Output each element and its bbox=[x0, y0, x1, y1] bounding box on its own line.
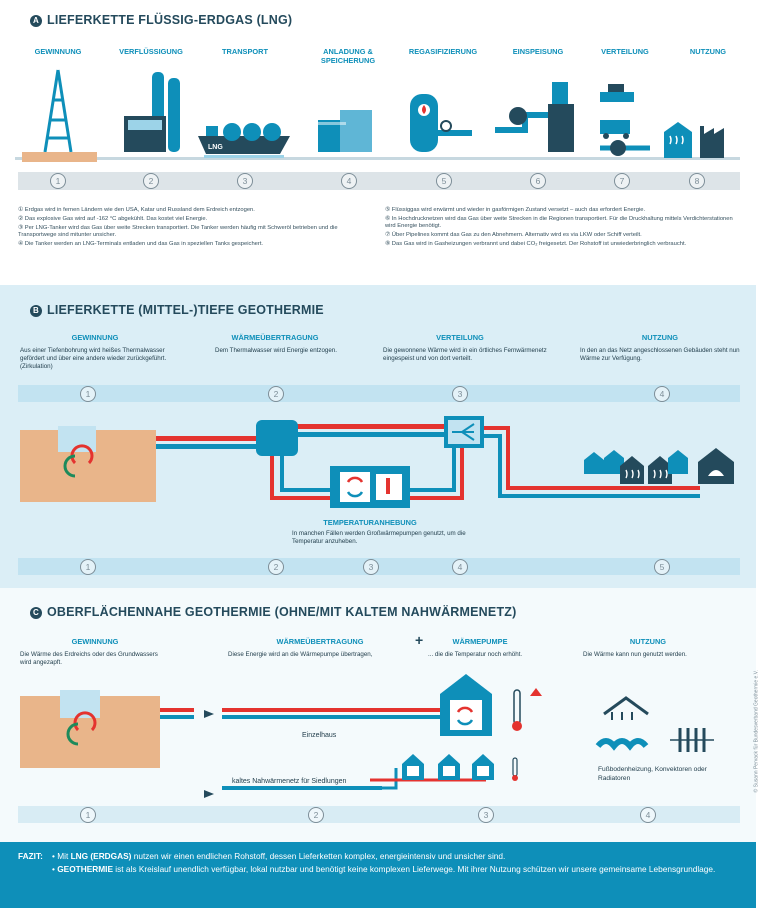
heat-exchanger-icon bbox=[256, 420, 298, 456]
fazit-label: FAZIT: bbox=[18, 851, 43, 861]
shallow-step-4-label: NUTZUNG bbox=[629, 637, 667, 646]
lng-notes-right bbox=[385, 207, 740, 250]
single-house-label: Einzelhaus bbox=[302, 732, 337, 739]
shallow-desc-1: Die Wärme des Erdreichs oder des Grundwassers wird angezapft. bbox=[20, 651, 158, 666]
lng-num-8: 8 bbox=[689, 173, 705, 189]
usage-buildings-icon bbox=[664, 122, 724, 158]
deep-step-1-label: GEWINNUNG bbox=[71, 333, 119, 342]
temp-raise-desc: In manchen Fällen werden Großwärmepumpen genutzt, um die Temperatur anzuheben. bbox=[292, 530, 466, 545]
deep-bottom-num-5: 5 bbox=[654, 559, 670, 575]
fazit-line-1-pre: • Mit bbox=[52, 851, 71, 861]
lng-note-4: ④ Die Tanker werden an LNG-Terminals entladen und das Gas in speziellen Tanks gespeichert. bbox=[18, 240, 264, 247]
deep-top-num-4: 4 bbox=[654, 386, 670, 402]
shallow-num-4: 4 bbox=[640, 807, 656, 823]
shallow-step-3-label: WÄRMEPUMPE bbox=[452, 637, 508, 646]
section-b-title bbox=[30, 303, 324, 317]
floor-heating-icon bbox=[604, 698, 648, 714]
lng-step-7-label: VERTEILUNG bbox=[601, 47, 649, 56]
lng-num-7: 7 bbox=[614, 173, 630, 189]
lng-note-7: ⑦ Über Pipelines kommt das Gas zu den Abnehmern. Alternativ wird es via LKW oder Schiff verteilt. bbox=[385, 232, 642, 239]
deep-top-num-3: 3 bbox=[452, 386, 468, 402]
thermometer-icon bbox=[514, 690, 520, 724]
lng-step-1-label: GEWINNUNG bbox=[34, 47, 82, 56]
shallow-chain-bar bbox=[18, 806, 740, 823]
liquefaction-plant-icon bbox=[124, 72, 180, 152]
deep-top-num-1: 1 bbox=[80, 386, 96, 402]
deep-desc-2: Dem Thermalwasser wird Energie entzogen. bbox=[215, 347, 337, 354]
lng-note-2: ② Das explosive Gas wird auf -162 °C abgekühlt. Das kostet viel Energie. bbox=[18, 215, 208, 222]
shallow-step-2-label: WÄRMEÜBERTRAGUNG bbox=[276, 637, 364, 646]
lng-step-8-label: NUTZUNG bbox=[689, 47, 727, 56]
section-b-badge: B bbox=[30, 305, 42, 317]
section-c-title bbox=[30, 605, 516, 619]
deep-geothermal-illustration bbox=[0, 408, 756, 518]
lng-note-3: ③ Per LNG-Tanker wird das Gas über weite Strecken transportiert. Die Tanker werden häufig mit Schweröl betrieben und die Transportwege sind mitunter unsicher. bbox=[18, 224, 338, 239]
section-c-title-text: OBERFLÄCHENNAHE GEOTHERMIE (OHNE/MIT KALTEM NAHWÄRMENETZ) bbox=[47, 605, 517, 619]
section-c-badge: C bbox=[30, 607, 42, 619]
deep-top-chain-bar bbox=[18, 385, 740, 402]
deep-top-num-2: 2 bbox=[268, 386, 284, 402]
section-b-title-text: LIEFERKETTE (MITTEL-)TIEFE GEOTHERMIE bbox=[47, 303, 324, 317]
lng-step-2-label: VERFLÜSSIGUNG bbox=[119, 47, 183, 56]
flow-arrow-icon bbox=[204, 710, 214, 718]
deep-desc-1: Aus einer Tiefenbohrung wird heißes Thermalwasser gefördert und über eine andere wieder zurückgeführt. (Zirkulation) bbox=[20, 347, 167, 370]
lng-illustrations bbox=[0, 60, 756, 170]
lng-chain-bar bbox=[18, 172, 740, 190]
fazit-line-2-bold: GEOTHERMIE bbox=[57, 864, 113, 874]
shallow-desc-3: ... die die Temperatur noch erhöht. bbox=[428, 651, 523, 658]
shallow-desc-2: Diese Energie wird an die Wärmepumpe übertragen, bbox=[228, 651, 373, 658]
lng-num-5: 5 bbox=[436, 173, 452, 189]
shallow-step-1-label: GEWINNUNG bbox=[71, 637, 119, 646]
deep-desc-3: Die gewonnene Wärme wird in ein örtliches Fernwärmenetz eingespeist und von dort verteilt. bbox=[383, 347, 547, 362]
section-a-badge: A bbox=[30, 15, 42, 27]
fazit-line-1-bold: LNG (ERDGAS) bbox=[70, 851, 132, 861]
image-credit: © Susann Pervack für Bundesverband Geothermie e.V. bbox=[753, 670, 759, 793]
deep-bottom-chain-bar bbox=[18, 558, 740, 575]
lng-num-4: 4 bbox=[341, 173, 357, 189]
lng-step-4-label: ANLADUNG & SPEICHERUNG bbox=[320, 47, 376, 65]
fazit-line-2 bbox=[52, 864, 742, 875]
lng-note-8: ⑧ Das Gas wird in Gasheizungen verbrannt und dabei CO₂ freigesetzt. Der Rohstoff ist unwiederbringlich verbraucht. bbox=[385, 240, 687, 247]
lng-num-2: 2 bbox=[143, 173, 159, 189]
plus-sign: + bbox=[415, 632, 424, 648]
tanker-label: LNG bbox=[208, 144, 223, 151]
section-a-title bbox=[30, 13, 292, 27]
lng-step-6-label: EINSPEISUNG bbox=[512, 47, 564, 56]
deep-bottom-num-3: 3 bbox=[363, 559, 379, 575]
lng-note-6: ⑥ In Hochdrucknetzen wird das Gas über weite Strecken in die Regionen transportiert. Für die Druckhaltung mittels Verdichterstationen wird Energie benötigt. bbox=[385, 215, 733, 230]
shallow-num-3: 3 bbox=[478, 807, 494, 823]
cold-network-label: kaltes Nahwärmenetz für Siedlungen bbox=[232, 778, 347, 785]
fazit-line-1-post: nutzen wir einen endlichen Rohstoff, dessen Lieferketten komplex, energieintensiv und unsicher sind. bbox=[131, 851, 506, 861]
temp-raise-label: TEMPERATURANHEBUNG bbox=[323, 518, 417, 527]
shallow-num-1: 1 bbox=[80, 807, 96, 823]
lng-note-1: ① Erdgas wird in fernen Ländern wie den USA, Katar und Russland dem Erdreich entzogen. bbox=[18, 207, 255, 213]
derrick-icon bbox=[45, 70, 71, 152]
deep-desc-4: In den an das Netz angeschlossenen Gebäuden steht nun Wärme zur Verfügung. bbox=[580, 347, 740, 362]
fazit-line-2-post: ist als Kreislauf unendlich verfügbar, lokal nutzbar und benötigt keine komplexen Lieferwege. Mit ihrer Nutzung schützen wir unsere gemeinsame Lebensgrundlage. bbox=[113, 864, 716, 874]
pipeline-feed-icon bbox=[495, 82, 574, 152]
lng-step-3-label: TRANSPORT bbox=[222, 47, 268, 56]
section-a-title-text: LIEFERKETTE FLÜSSIG-ERDGAS (LNG) bbox=[47, 13, 293, 27]
deep-bottom-num-4: 4 bbox=[452, 559, 468, 575]
distribution-icon bbox=[600, 84, 650, 156]
lng-num-1: 1 bbox=[50, 173, 66, 189]
connected-buildings-icon bbox=[584, 448, 734, 484]
radiator-icon bbox=[670, 728, 714, 752]
storage-tank-icon bbox=[318, 110, 372, 152]
deep-bottom-num-2: 2 bbox=[268, 559, 284, 575]
deep-step-3-label: VERTEILUNG bbox=[436, 333, 484, 342]
deep-bottom-num-1: 1 bbox=[80, 559, 96, 575]
heating-usage-label: Fußbodenheizung, Konvektoren oder Radiatoren bbox=[598, 766, 707, 782]
lng-step-5-label: REGASIFIZIERUNG bbox=[408, 47, 478, 56]
shallow-desc-4: Die Wärme kann nun genutzt werden. bbox=[583, 651, 687, 658]
deep-step-2-label: WÄRMEÜBERTRAGUNG bbox=[231, 333, 319, 342]
deep-step-4-label: NUTZUNG bbox=[641, 333, 679, 342]
fazit-line-2-pre: • bbox=[52, 864, 58, 874]
lng-num-3: 3 bbox=[237, 173, 253, 189]
shallow-num-2: 2 bbox=[308, 807, 324, 823]
lng-notes-left bbox=[18, 207, 363, 250]
regasification-icon bbox=[410, 94, 472, 152]
lng-num-6: 6 bbox=[530, 173, 546, 189]
lng-tanker-icon bbox=[198, 123, 290, 158]
lng-note-5: ⑤ Flüssiggas wird erwärmt und wieder in gasförmigen Zustand versetzt – auch das erfordert Energie. bbox=[385, 207, 646, 213]
fazit-line-1 bbox=[52, 851, 742, 862]
